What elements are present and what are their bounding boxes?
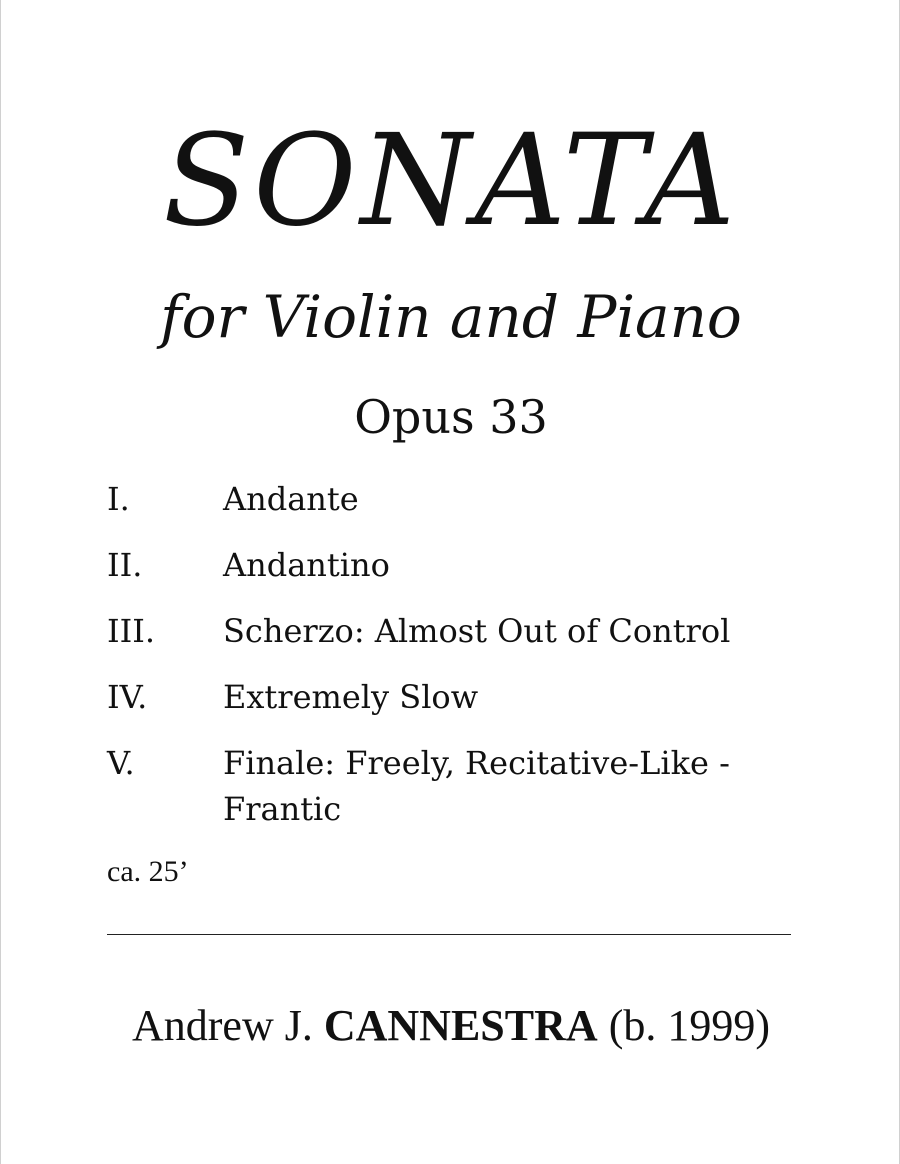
movement-item	[107, 476, 807, 542]
movement-title: Scherzo: Almost Out of Control	[223, 612, 731, 650]
movement-number: IV.	[107, 678, 148, 716]
movement-title: Extremely Slow	[223, 678, 479, 716]
movement-list	[107, 476, 807, 832]
movement-number: II.	[107, 546, 143, 584]
movement-number: III.	[107, 612, 156, 650]
movement-item	[107, 740, 807, 832]
movement-number: V.	[107, 744, 135, 782]
composer-credit	[1, 1000, 900, 1053]
movement-title: Andantino	[223, 546, 390, 584]
duration-note: ca. 25’	[107, 855, 189, 888]
movement-item	[107, 674, 807, 740]
instrumentation-subtitle: for Violin and Piano	[160, 283, 742, 351]
movement-title: Finale: Freely, Recitative-Like - Frantic	[223, 744, 730, 828]
work-title: SONATA	[162, 107, 740, 254]
movement-item	[107, 542, 807, 608]
composer-dates: (b. 1999)	[608, 1001, 770, 1050]
movement-number: I.	[107, 480, 130, 518]
composer-surname: CANNESTRA	[323, 1001, 598, 1050]
opus-number: Opus 33	[354, 390, 548, 444]
movement-title: Andante	[223, 480, 359, 518]
movement-item	[107, 608, 807, 674]
composer-first-names: Andrew J.	[132, 1001, 313, 1050]
divider-line	[107, 934, 791, 935]
